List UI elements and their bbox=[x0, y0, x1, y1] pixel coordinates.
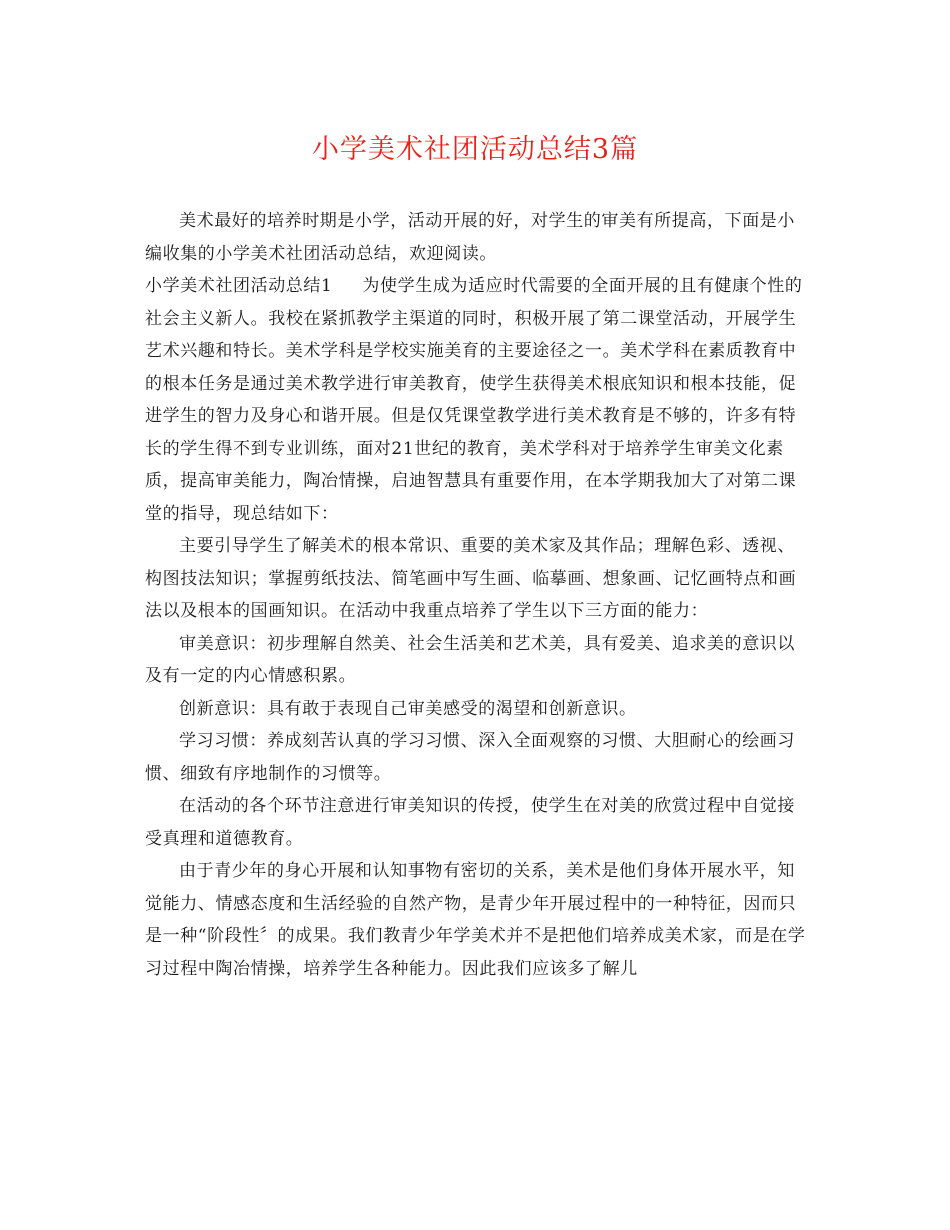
section-1-text: 为使学生成为适应时代需要的全面开展的且有健康个性的社会主义新人。我校在紧抓教学主渠道的同时，积极开展了第二课堂活动，开展学生艺术兴趣和特长。美术学科是学校实施美育的主要途径之一。美术学科在素质教育中的根本任务是通过美术教学进行审美教育，使学生获得美术根底知识和根本技能，促进学生的智力及身心和谐开展。但是仅凭课堂教学进行美术教育是不够的，许多有特长的学生得不到专业训练，面对21世纪的教育，美术学科对于培养学生审美文化素质，提高审美能力，陶冶情操，启迪智慧具有重要作用，在本学期我加大了对第二课堂的指导，现总结如下： bbox=[145, 276, 803, 524]
document-title: 小学美术社团活动总结3篇 bbox=[311, 134, 639, 165]
section-1-paragraph bbox=[145, 270, 811, 530]
paragraph: 由于青少年的身心开展和认知事物有密切的关系，美术是他们身体开展水平，知觉能力、情感态度和生活经验的自然产物，是青少年开展过程中的一种特征，因而只是一种“阶段性〞的成果。我们教青少年学美术并不是把他们培养成美术家，而是在学习过程中陶冶情操，培养学生各种能力。因此我们应该多了解儿 bbox=[145, 861, 806, 979]
document-body bbox=[145, 205, 811, 985]
paragraph: 审美意识：初步理解自然美、社会生活美和艺术美，具有爱美、追求美的意识以及有一定的内心情感积累。 bbox=[145, 633, 795, 686]
intro-paragraph: 美术最好的培养时期是小学，活动开展的好，对学生的审美有所提高，下面是小编收集的小学美术社团活动总结，欢迎阅读。 bbox=[145, 211, 795, 264]
paragraph: 创新意识：具有敢于表现自己审美感受的渴望和创新意识。 bbox=[179, 698, 637, 719]
paragraph: 学习习惯：养成刻苦认真的学习习惯、深入全面观察的习惯、大胆耐心的绘画习惯、细致有序地制作的习惯等。 bbox=[145, 731, 795, 784]
paragraph: 在活动的各个环节注意进行审美知识的传授，使学生在对美的欣赏过程中自觉接受真理和道德教育。 bbox=[145, 796, 795, 849]
section-1-heading: 小学美术社团活动总结1 bbox=[145, 276, 333, 296]
paragraph: 主要引导学生了解美术的根本常识、重要的美术家及其作品；理解色彩、透视、构图技法知识；掌握剪纸技法、简笔画中写生画、临摹画、想象画、记忆画特点和画法以及根本的国画知识。在活动中我重点培养了学生以下三方面的能力： bbox=[145, 536, 797, 621]
